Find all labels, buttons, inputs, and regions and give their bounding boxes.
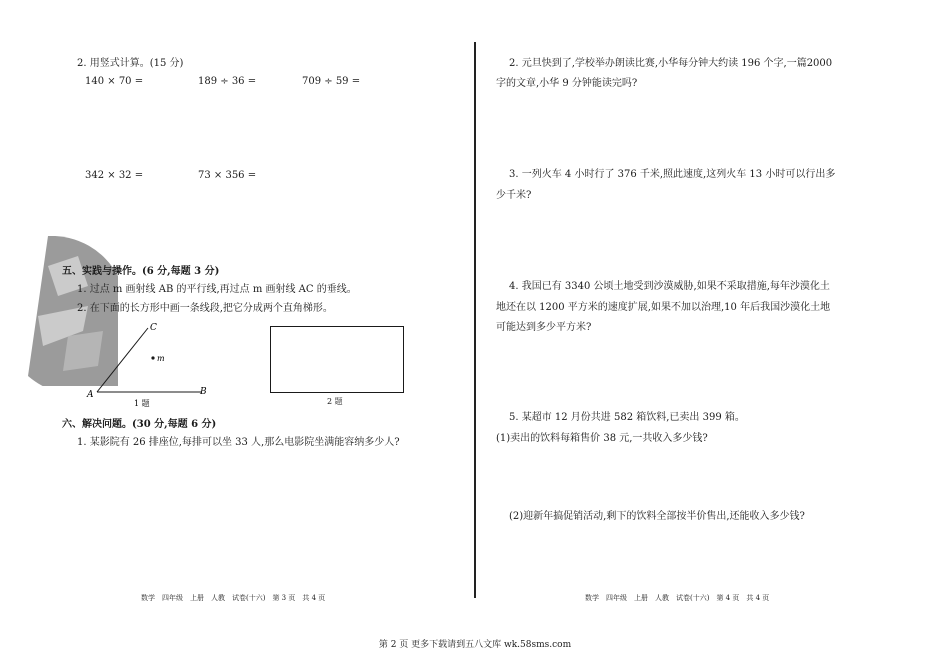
- calc-problem: 140 × 70 =: [85, 76, 144, 87]
- question-5-sub-2: (2)迎新年搞促销活动,剩下的饮料全部按半价售出,还能收入多少钱?: [509, 511, 805, 522]
- page-footer: 数学 四年级 上册 人教 试卷(十六) 第 4 页 共 4 页: [585, 594, 770, 602]
- question-4-line: 可能达到多少平方米?: [496, 322, 592, 333]
- calc-problem: 342 × 32 =: [85, 170, 144, 181]
- question-4-line: 地还在以 1200 平方米的速度扩展,如果不加以治理,10 年后我国沙漠化土地: [496, 302, 831, 313]
- point-m: [151, 356, 154, 359]
- figure-1-rays: [80, 318, 220, 410]
- question-4-line: 4. 我国已有 3340 公顷土地受到沙漠威胁,如果不采取措施,每年沙漠化土: [509, 281, 830, 292]
- label-c: C: [150, 323, 157, 333]
- right-page: [478, 0, 950, 630]
- label-b: B: [200, 387, 207, 397]
- section-5-question-2: 2. 在下面的长方形中画一条线段,把它分成两个直角梯形。: [77, 303, 333, 314]
- section-5-title: 五、实践与操作。(6 分,每题 3 分): [62, 266, 220, 277]
- page-divider: [474, 42, 476, 598]
- calc-problem: 73 × 356 =: [198, 170, 257, 181]
- calc-problem: 189 ÷ 36 =: [198, 76, 257, 87]
- figure-1-caption: 1 题: [134, 399, 150, 408]
- section-6-title: 六、解决问题。(30 分,每题 6 分): [62, 419, 217, 430]
- ray-ac: [97, 328, 148, 392]
- question-5-line: 5. 某超市 12 月份共进 582 箱饮料,已卖出 399 箱。: [509, 412, 745, 423]
- section-5-question-1: 1. 过点 m 画射线 AB 的平行线,再过点 m 画射线 AC 的垂线。: [77, 284, 357, 295]
- label-m: m: [157, 354, 165, 363]
- question-5-sub-1: (1)卖出的饮料每箱售价 38 元,一共收入多少钱?: [496, 433, 708, 444]
- calc-problem: 709 ÷ 59 =: [302, 76, 361, 87]
- page-footer: 数学 四年级 上册 人教 试卷(十六) 第 3 页 共 4 页: [141, 594, 326, 602]
- question-2-line: 2. 元旦快到了,学校举办朗读比赛,小华每分钟大约读 196 个字,一篇2000: [509, 58, 833, 69]
- question-3-line: 少千米?: [496, 190, 532, 201]
- section-6-question-1: 1. 某影院有 26 排座位,每排可以坐 33 人,那么电影院坐满能容纳多少人?: [77, 437, 400, 448]
- calc-question-title: 2. 用竖式计算。(15 分): [77, 58, 184, 69]
- question-2-line: 字的文章,小华 9 分钟能读完吗?: [496, 78, 638, 89]
- label-a: A: [87, 390, 94, 400]
- bottom-download-note: 第 2 页 更多下载请到五八文库 wk.58sms.com: [378, 640, 572, 650]
- question-3-line: 3. 一列火车 4 小时行了 376 千米,照此速度,这列火车 13 小时可以行出多: [509, 169, 836, 180]
- figure-2-rectangle: [270, 326, 404, 393]
- figure-2-caption: 2 题: [327, 397, 343, 406]
- left-page: [0, 0, 472, 630]
